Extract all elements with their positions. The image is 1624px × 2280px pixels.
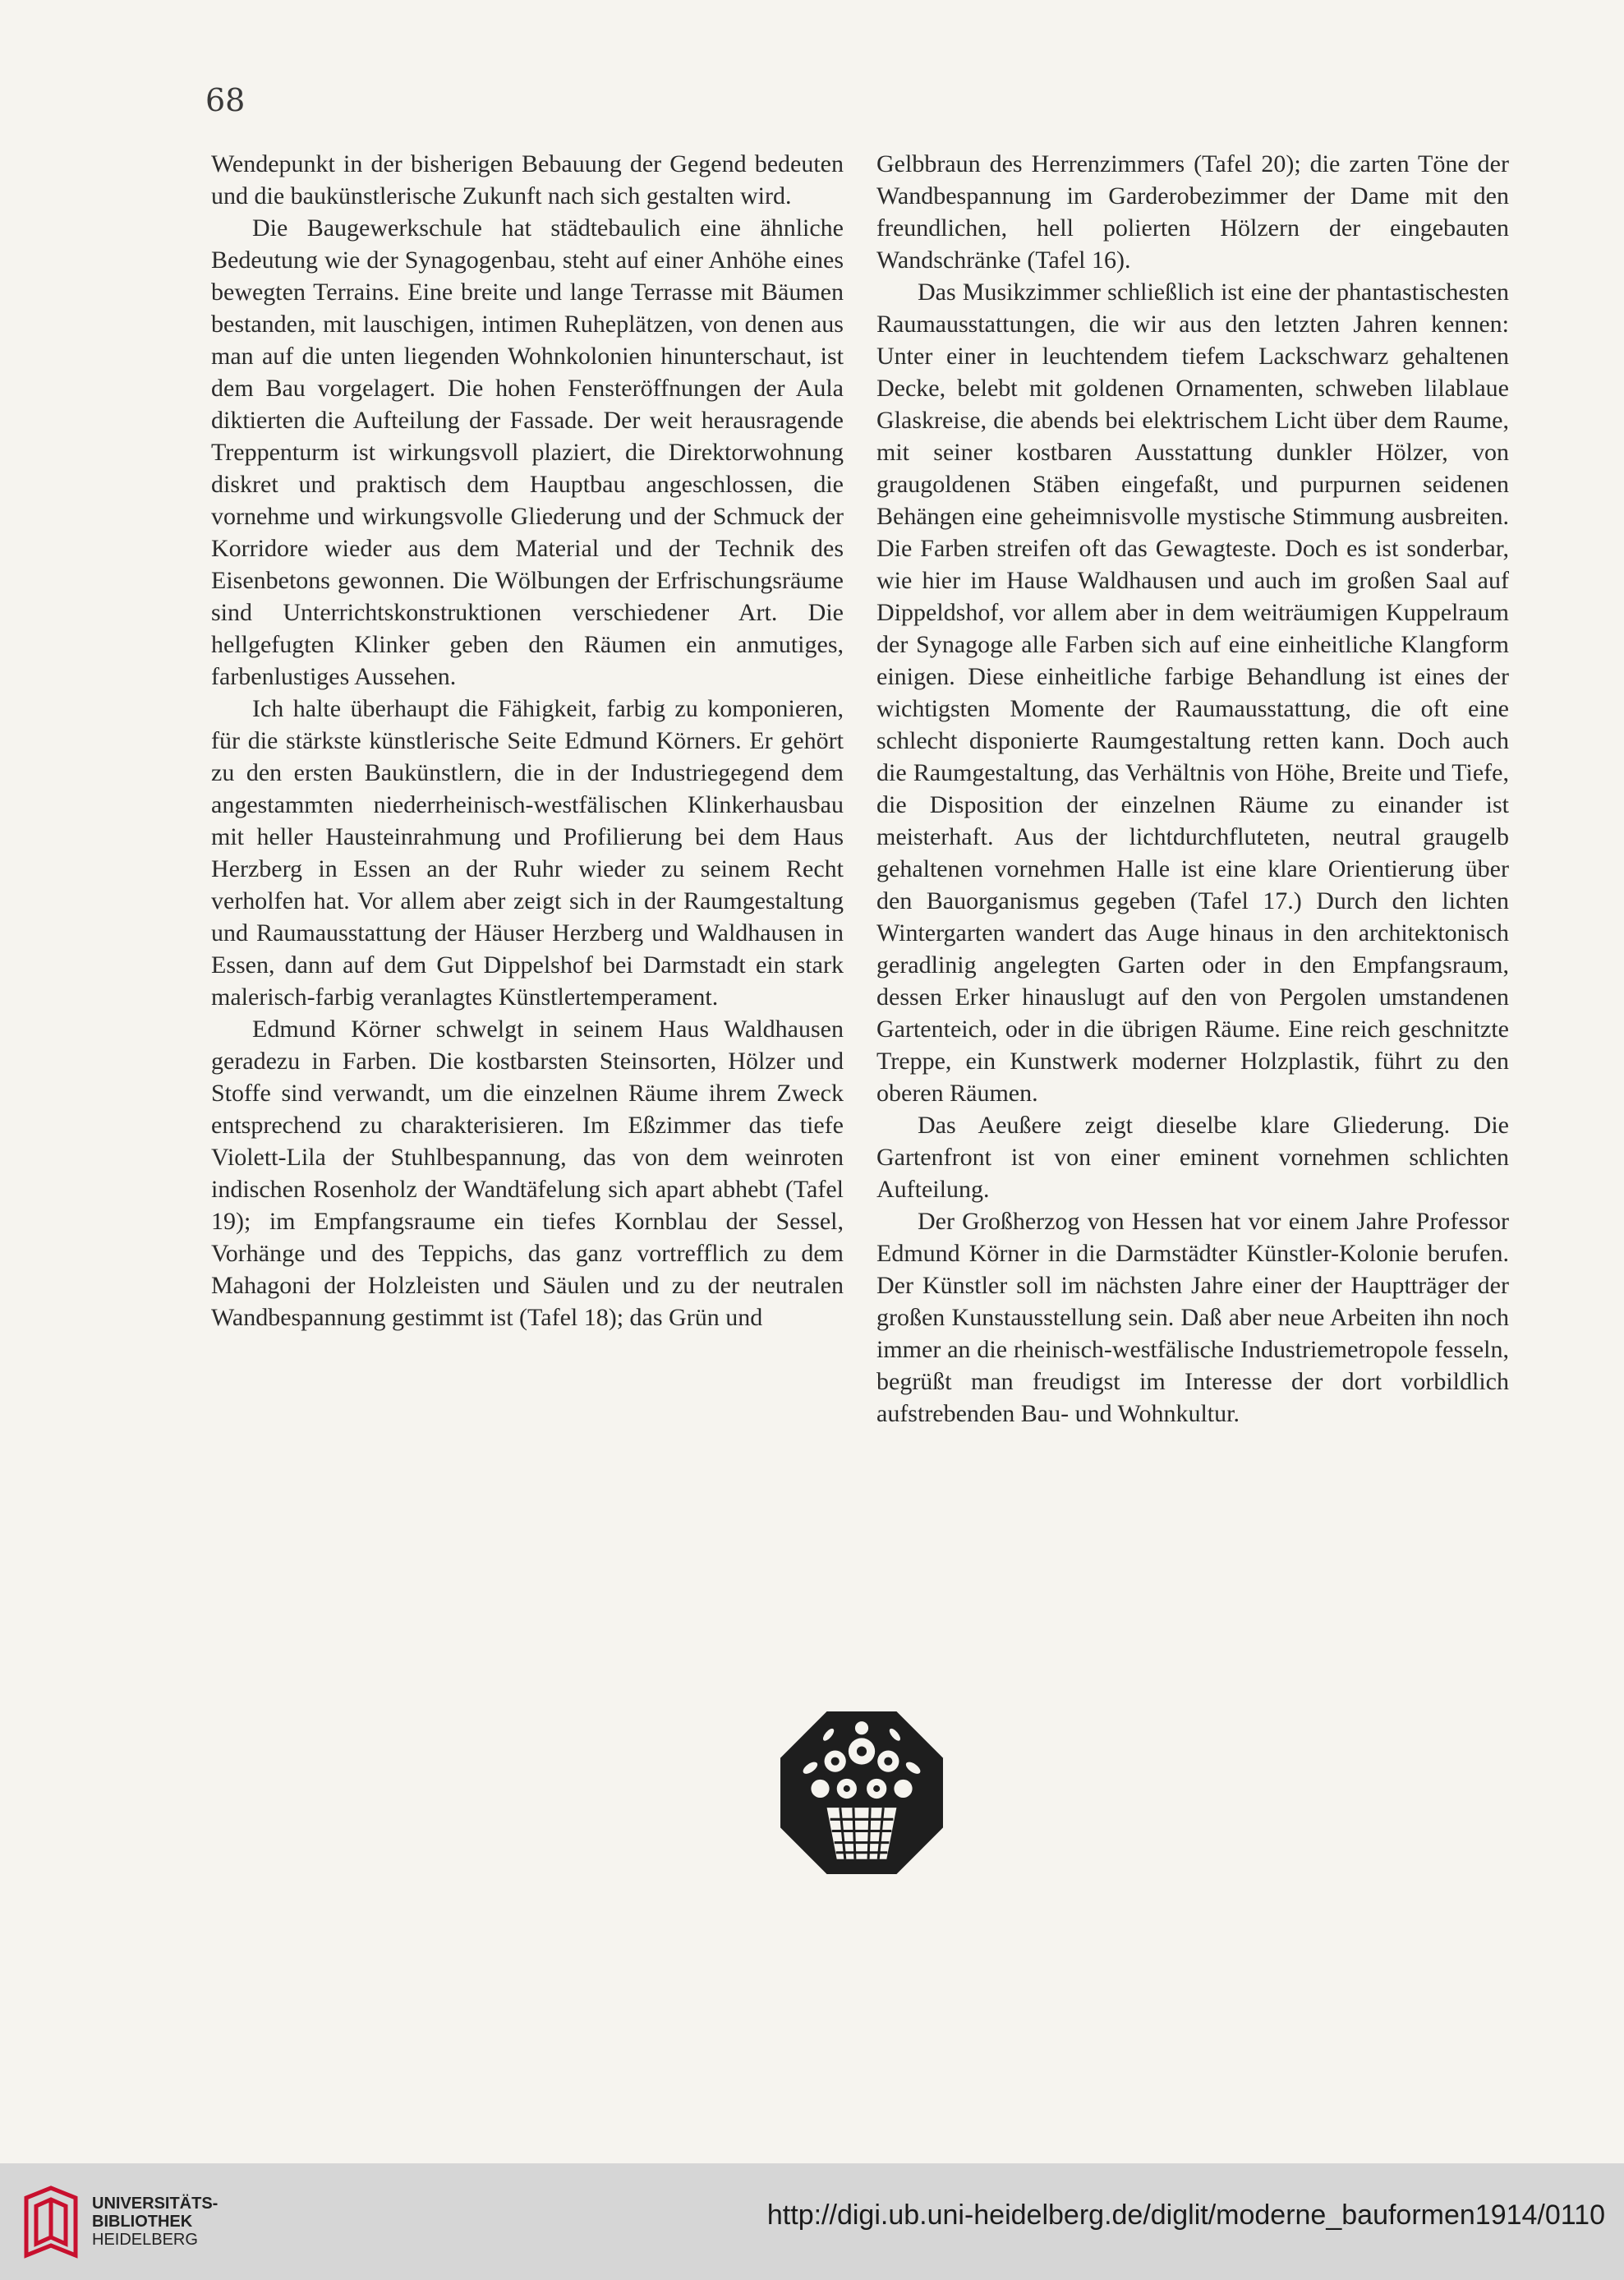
- paragraph: Wendepunkt in der bisherigen Bebauung der Gegend bedeuten und die baukünstlerische Zukunft nach sich gestalten wird.: [211, 150, 844, 210]
- logo-line: HEIDELBERG: [92, 2231, 198, 2249]
- library-logo-text: [92, 2195, 218, 2249]
- footer-url-link[interactable]: http://digi.ub.uni-heidelberg.de/diglit/moderne_bauformen1914/0110: [766, 2199, 1605, 2231]
- paragraph: Die Baugewerkschule hat städtebaulich eine ähnliche Bedeutung wie der Synagogenbau, steht auf einer Anhöhe eines bewegten Terrains. Eine breite und lange Terrasse mit Bäumen bestanden, mit lauschigen, intimen Ruheplätzen, von denen aus man auf die unten liegenden Wohnkolonien hinunterschaut, ist dem Bau vorgelagert. Die hohen Fensteröffnungen der Aula diktierten die Aufteilung der Fassade. Der weit herausragende Treppenturm ist wirkungsvoll plaziert, die Direktorwohnung diskret und praktisch dem Hauptbau angeschlossen, die vornehme und wirkungsvolle Gliederung und der Schmuck der Korridore wieder aus dem Material und der Technik des Eisenbetons gewonnen. Die Wölbungen der Erfrischungsräume sind Unterrichtskonstruktionen verschiedener Art. Die hellgefugten Klinker geben den Räumen ein anmutiges, farbenlustiges Aussehen.: [211, 214, 844, 690]
- text-column-left: [211, 148, 844, 1333]
- page-number: 68: [205, 82, 246, 118]
- library-logo-icon: [18, 2181, 84, 2264]
- logo-line: UNIVERSITÄTS-: [92, 2195, 219, 2213]
- logo-line: BIBLIOTHEK: [92, 2213, 193, 2231]
- paragraph: Der Großherzog von Hessen hat vor einem Jahre Professor Edmund Körner in die Darmstädter Künstler-Kolonie berufen. Der Künstler soll im nächsten Jahre einer der Hauptträger der großen Kunstausstellung sein. Daß aber neue Arbeiten ihn noch immer an die rheinisch-westfälische Industriemetropole fesseln, begrüßt man freudigst im Interesse der dort vorbildlich aufstrebenden Bau- und Wohnkultur.: [876, 1208, 1509, 1427]
- flower-basket-ornament: [779, 1710, 945, 1876]
- text-column-right: [876, 148, 1509, 1430]
- paragraph: Das Musikzimmer schließlich ist eine der phantastischesten Raumausstattungen, die wir aus den letzten Jahren kennen: Unter einer in leuchtendem tiefem Lackschwarz gehaltenen Decke, belebt mit goldenen Ornamenten, schweben lilablaue Glaskreise, die abends bei elektrischem Licht über dem Raume, mit seiner kostbaren Ausstattung dunkler Hölzer, von graugoldenen Stäben eingefaßt, und purpurnen seidenen Behängen eine geheimnisvolle mystische Stimmung ausbreiten. Die Farben streifen oft das Gewagteste. Doch es ist sonderbar, wie hier im Hause Waldhausen und auch im großen Saal auf Dippeldshof, vor allem aber in dem weiträumigen Kuppelraum der Synagoge alle Farben sich auf eine einheitliche Klangform einigen. Diese einheitliche farbige Behandlung ist eines der wichtigsten Momente der Raumausstattung, die oft eine schlecht disponierte Raumgestaltung retten kann. Doch auch die Raumgestaltung, das Verhältnis von Höhe, Breite und Tiefe, die Disposition der einzelnen Räume zu einander ist meisterhaft. Aus der lichtdurchfluteten, neutral graugelb gehaltenen vornehmen Halle ist eine klare Orientierung über den Bauorganismus gegeben (Tafel 17.) Durch den lichten Wintergarten wandert das Auge hinaus in den architektonisch geradlinig angelegten Garten oder in den Empfangsraum, dessen Erker hinauslugt auf den von Pergolen umstandenen Gartenteich, oder in die übrigen Räume. Eine reich geschnitzte Treppe, ein Kunstwerk moderner Holzplastik, führt zu den oberen Räumen.: [876, 279, 1509, 1107]
- paragraph: Edmund Körner schwelgt in seinem Haus Waldhausen geradezu in Farben. Die kostbarsten Steinsorten, Hölzer und Stoffe sind verwandt, um die einzelnen Räume ihrem Zweck entsprechend zu charakterisieren. Im Eßzimmer das tiefe Violett-Lila der Stuhlbespannung, das von dem weinroten indischen Rosenholz der Wandtäfelung sich apart abhebt (Tafel 19); im Empfangsraume ein tiefes Kornblau der Sessel, Vorhänge und des Teppichs, das ganz vortrefflich zu dem Mahagoni der Holzleisten und Säulen und zu der neutralen Wandbespannung gestimmt ist (Tafel 18); das Grün und: [211, 1016, 844, 1331]
- paragraph: Das Aeußere zeigt dieselbe klare Gliederung. Die Gartenfront ist von einer eminent vornehmen schlichten Aufteilung.: [876, 1112, 1509, 1203]
- paragraph: Ich halte überhaupt die Fähigkeit, farbig zu komponieren, für die stärkste künstlerische Seite Edmund Körners. Er gehört zu den ersten Baukünstlern, die in der Industriegegend dem angestammten niederrheinisch-westfälischen Klinkerhausbau mit heller Hausteinrahmung und Profilierung bei dem Haus Herzberg in Essen an der Ruhr wieder zu seinem Recht verholfen hat. Vor allem aber zeigt sich in der Raumgestaltung und Raumausstattung der Häuser Herzberg und Waldhausen in Essen, dann auf dem Gut Dippelshof bei Darmstadt ein stark malerisch-farbig veranlagtes Künstlertemperament.: [211, 695, 844, 1011]
- footer-bar: [0, 2163, 1624, 2280]
- paragraph: Gelbbraun des Herrenzimmers (Tafel 20); die zarten Töne der Wandbespannung im Garderobezimmer der Dame mit den freundlichen, hell polierten Hölzern der eingebauten Wandschränke (Tafel 16).: [876, 150, 1509, 274]
